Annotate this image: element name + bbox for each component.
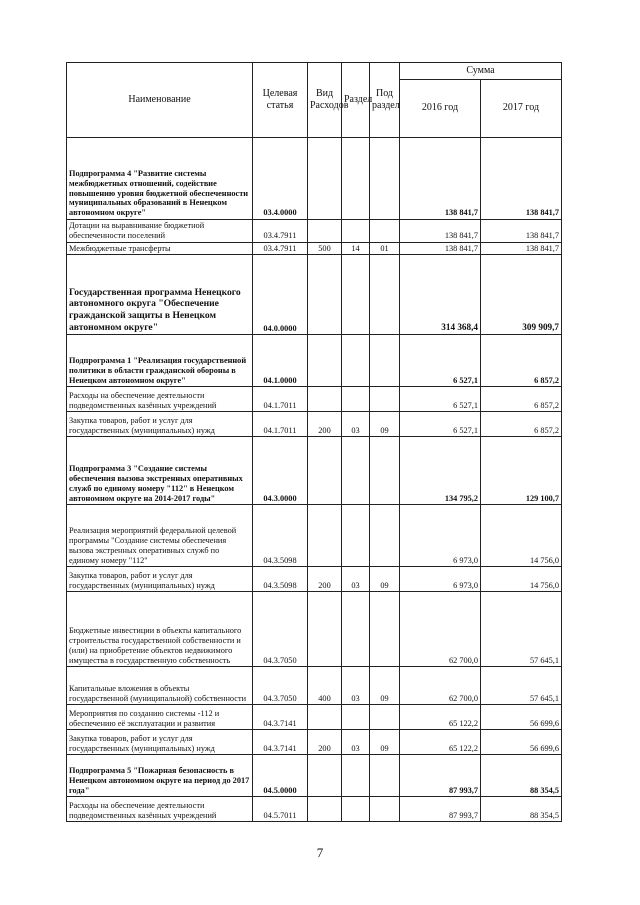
row-target: 04.3.7141	[253, 730, 308, 755]
row-target: 03.4.7911	[253, 220, 308, 243]
row-amount-2016: 62 700,0	[400, 667, 481, 705]
row-name: Подпрограмма 4 "Развитие системы межбюджетных отношений, содействие повышению уровня бюджетной обеспеченности муниципальных образований в Ненецком автономном округе"	[67, 138, 253, 220]
row-amount-2017: 6 857,2	[481, 412, 562, 437]
row-vid	[308, 437, 342, 505]
row-name: Подпрограмма 1 "Реализация государственной политики в области гражданской обороны в Ненецком автономном округе"	[67, 335, 253, 387]
row-amount-2017: 14 756,0	[481, 567, 562, 592]
row-name: Дотации на выравнивание бюджетной обеспеченности поселений	[67, 220, 253, 243]
row-razd	[342, 705, 370, 730]
row-razd	[342, 437, 370, 505]
row-vid: 200	[308, 567, 342, 592]
row-amount-2017: 6 857,2	[481, 387, 562, 412]
budget-table	[66, 62, 562, 822]
row-podrazd	[370, 505, 400, 567]
row-razd	[342, 335, 370, 387]
header-target: Целевая статья	[253, 63, 308, 138]
table-row	[67, 667, 562, 705]
row-vid	[308, 705, 342, 730]
row-podrazd	[370, 138, 400, 220]
row-podrazd	[370, 437, 400, 505]
row-amount-2016: 6 527,1	[400, 387, 481, 412]
row-podrazd: 09	[370, 412, 400, 437]
row-target: 04.1.0000	[253, 335, 308, 387]
row-target: 04.5.0000	[253, 755, 308, 797]
row-podrazd: 09	[370, 667, 400, 705]
row-name: Подпрограмма 3 "Создание системы обеспечения вызова экстренных оперативных служб по единому номеру "112" в Ненецком автономном округе на 2014-2017 годы"	[67, 437, 253, 505]
row-amount-2016: 87 993,7	[400, 797, 481, 822]
row-amount-2017: 56 699,6	[481, 705, 562, 730]
row-amount-2016: 6 527,1	[400, 335, 481, 387]
row-vid: 200	[308, 730, 342, 755]
row-amount-2017: 138 841,7	[481, 138, 562, 220]
row-amount-2017: 138 841,7	[481, 242, 562, 255]
row-amount-2017: 56 699,6	[481, 730, 562, 755]
row-podrazd	[370, 592, 400, 667]
row-vid	[308, 220, 342, 243]
row-podrazd: 09	[370, 567, 400, 592]
table-row	[67, 505, 562, 567]
row-amount-2017: 6 857,2	[481, 335, 562, 387]
table-row	[67, 437, 562, 505]
row-name: Закупка товаров, работ и услуг для государственных (муниципальных) нужд	[67, 412, 253, 437]
row-amount-2016: 314 368,4	[400, 255, 481, 335]
table-row	[67, 755, 562, 797]
row-amount-2016: 134 795,2	[400, 437, 481, 505]
row-target: 03.4.0000	[253, 138, 308, 220]
table-row	[67, 412, 562, 437]
row-amount-2016: 138 841,7	[400, 242, 481, 255]
row-amount-2017: 138 841,7	[481, 220, 562, 243]
row-razd: 14	[342, 242, 370, 255]
row-target: 04.3.7050	[253, 592, 308, 667]
row-name: Закупка товаров, работ и услуг для государственных (муниципальных) нужд	[67, 567, 253, 592]
header-podrazd: Под раздел	[370, 63, 400, 138]
table-row	[67, 797, 562, 822]
row-amount-2017: 88 354,5	[481, 797, 562, 822]
row-podrazd	[370, 335, 400, 387]
row-podrazd	[370, 797, 400, 822]
row-amount-2016: 65 122,2	[400, 705, 481, 730]
table-row	[67, 567, 562, 592]
row-target: 04.3.5098	[253, 505, 308, 567]
row-target: 04.3.7141	[253, 705, 308, 730]
header-name: Наименование	[67, 63, 253, 138]
row-name: Расходы на обеспечение деятельности подведомственных казённых учреждений	[67, 387, 253, 412]
row-vid: 400	[308, 667, 342, 705]
row-target: 04.1.7011	[253, 387, 308, 412]
row-name: Бюджетные инвестиции в объекты капитального строительства государственной собственности и (или) на приобретение объектов недвижимого имущества в государственную собственность	[67, 592, 253, 667]
row-podrazd	[370, 705, 400, 730]
row-amount-2016: 138 841,7	[400, 220, 481, 243]
row-amount-2017: 88 354,5	[481, 755, 562, 797]
header-razd: Раздел	[342, 63, 370, 138]
row-podrazd: 01	[370, 242, 400, 255]
row-name: Межбюджетные трансферты	[67, 242, 253, 255]
table-row	[67, 220, 562, 243]
row-vid	[308, 592, 342, 667]
row-amount-2016: 6 973,0	[400, 505, 481, 567]
row-amount-2017: 14 756,0	[481, 505, 562, 567]
table-row	[67, 592, 562, 667]
table-row	[67, 335, 562, 387]
row-amount-2017: 57 645,1	[481, 592, 562, 667]
table-row	[67, 730, 562, 755]
table-row	[67, 705, 562, 730]
table-body	[67, 138, 562, 822]
row-vid	[308, 255, 342, 335]
row-razd: 03	[342, 412, 370, 437]
row-amount-2016: 6 973,0	[400, 567, 481, 592]
row-vid: 500	[308, 242, 342, 255]
row-razd: 03	[342, 667, 370, 705]
row-podrazd	[370, 387, 400, 412]
row-amount-2016: 138 841,7	[400, 138, 481, 220]
header-summa: Сумма	[400, 63, 562, 80]
row-podrazd	[370, 220, 400, 243]
row-amount-2016: 87 993,7	[400, 755, 481, 797]
page-number: 7	[316, 845, 324, 860]
row-razd	[342, 797, 370, 822]
row-vid	[308, 138, 342, 220]
row-target: 03.4.7911	[253, 242, 308, 255]
row-razd	[342, 755, 370, 797]
row-amount-2017: 309 909,7	[481, 255, 562, 335]
row-vid	[308, 505, 342, 567]
row-target: 04.5.7011	[253, 797, 308, 822]
row-razd: 03	[342, 567, 370, 592]
table-row	[67, 138, 562, 220]
row-vid	[308, 335, 342, 387]
row-podrazd: 09	[370, 730, 400, 755]
row-target: 04.0.0000	[253, 255, 308, 335]
row-name: Мероприятия по созданию системы -112 и обеспечению её эксплуатации и развития	[67, 705, 253, 730]
row-razd	[342, 505, 370, 567]
row-vid: 200	[308, 412, 342, 437]
row-target: 04.1.7011	[253, 412, 308, 437]
row-target: 04.3.5098	[253, 567, 308, 592]
table-row	[67, 255, 562, 335]
row-name: Расходы на обеспечение деятельности подведомственных казённых учреждений	[67, 797, 253, 822]
row-name: Государственная программа Ненецкого автономного округа "Обеспечение гражданской защиты в Ненецком автономном округе"	[67, 255, 253, 335]
header-2017: 2017 год	[481, 80, 562, 138]
row-target: 04.3.7050	[253, 667, 308, 705]
row-amount-2016: 65 122,2	[400, 730, 481, 755]
row-amount-2017: 129 100,7	[481, 437, 562, 505]
row-target: 04.3.0000	[253, 437, 308, 505]
row-razd	[342, 255, 370, 335]
row-name: Реализация мероприятий федеральной целевой программы "Создание системы обеспечения вызова экстренных оперативных служб по единому номеру "112"	[67, 505, 253, 567]
row-razd	[342, 387, 370, 412]
row-amount-2016: 6 527,1	[400, 412, 481, 437]
row-vid	[308, 755, 342, 797]
header-2016: 2016 год	[400, 80, 481, 138]
table-row	[67, 387, 562, 412]
row-name: Подпрограмма 5 "Пожарная безопасность в Ненецком автономном округе на период до 2017 года"	[67, 755, 253, 797]
row-amount-2016: 62 700,0	[400, 592, 481, 667]
row-razd	[342, 592, 370, 667]
row-razd	[342, 138, 370, 220]
row-podrazd	[370, 255, 400, 335]
row-podrazd	[370, 755, 400, 797]
row-amount-2017: 57 645,1	[481, 667, 562, 705]
row-name: Капитальные вложения в объекты государственной (муниципальной) собственности	[67, 667, 253, 705]
row-razd: 03	[342, 730, 370, 755]
row-vid	[308, 387, 342, 412]
row-vid	[308, 797, 342, 822]
row-razd	[342, 220, 370, 243]
row-name: Закупка товаров, работ и услуг для государственных (муниципальных) нужд	[67, 730, 253, 755]
header-vid: Вид Расходов	[308, 63, 342, 138]
table-row	[67, 242, 562, 255]
